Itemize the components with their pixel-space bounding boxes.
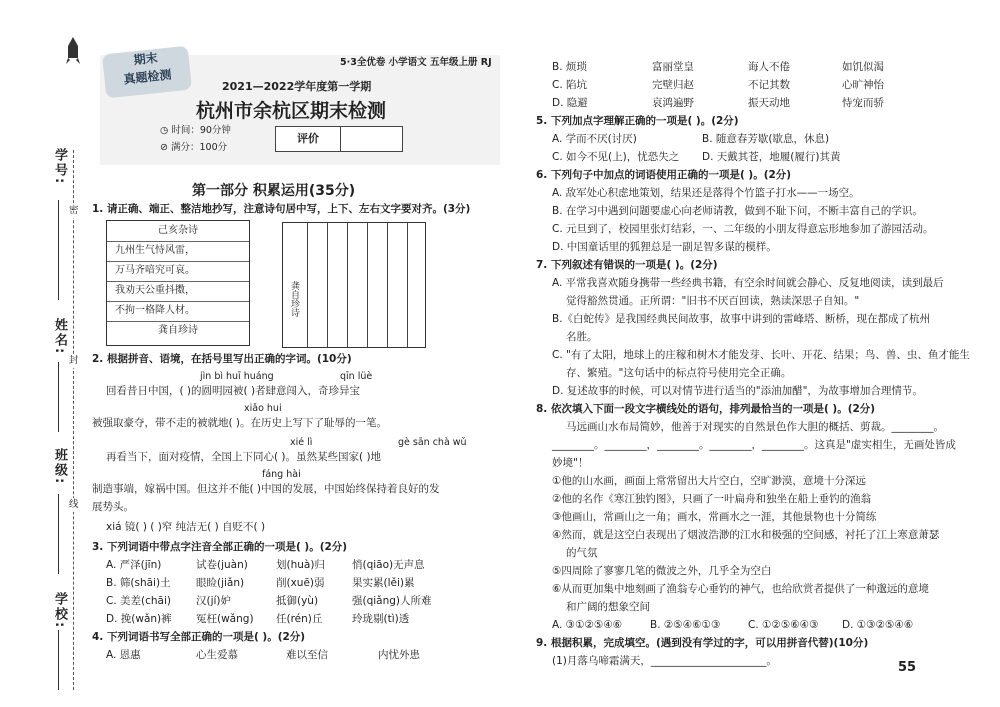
q3-cell: 任(rén)丘 [276, 613, 323, 625]
q4-cell: 富丽堂皇 [652, 61, 694, 73]
q8-item: 和广阔的想象空间 [566, 601, 650, 613]
binding-margin [0, 0, 88, 707]
q4-option-b: B. 烦琐 [552, 61, 587, 73]
feng-mark: 封 [69, 355, 79, 366]
q5-option-b: B. 随意春芳歇(歇息，休息) [702, 133, 830, 145]
pinyin-xiaohui: xiǎo hui [244, 403, 282, 414]
q4-cell: 振天动地 [748, 97, 790, 109]
q6-heading: 6. 下列句子中加点的词语使用正确的一项是( )。(2分) [536, 169, 792, 181]
q8-item: ②他的名作《寒江独钓图》，只画了一叶扁舟和独坐在船上垂钓的渔翁 [552, 493, 872, 505]
q4-cell: 内忧外患 [378, 649, 420, 661]
xian-mark: 线 [69, 499, 79, 510]
part1-heading: 第一部分 积累运用(35分) [192, 183, 356, 199]
q7-option-c-cont: 存、繁殖。"这句话中的标点符号使用完全正确。 [566, 367, 792, 379]
pinyin-qinlue: qīn lüè [340, 371, 373, 382]
q4-cell: 如饥似渴 [842, 61, 884, 73]
q3-cell: 强(qiǎng)人所难 [352, 595, 432, 607]
q4-heading: 4. 下列词语书写全部正确的一项是( )。(2分) [92, 631, 306, 643]
q8-passage: 马远画山水布局简妙，他善于对现实的自然景色作大胆的概括、剪裁。________。 [566, 421, 944, 433]
id-underline [58, 200, 59, 300]
q3-row-a: A. 严泽(jīn) [106, 559, 162, 571]
q5-option-a: A. 学而不厌(讨厌) [552, 133, 637, 145]
q3-row-b: B. 筛(shāi)土 [106, 577, 171, 589]
q8-item: ④然而，就是这空白表现出了烟波浩渺的江水和极强的空间感，衬托了江上寒意萧瑟 [552, 529, 940, 541]
poem-line: 不拘一格降人材。 [107, 301, 249, 322]
class-label: 班级: [52, 448, 67, 486]
q4-cell: 哀鸿遍野 [652, 97, 694, 109]
series-info: 5·3全优卷 小学语文 五年级上册 RJ [340, 57, 492, 68]
q7-option-b: B.《白蛇传》是我国经典民间故事，故事中讲到的雷峰塔、断桥，现在都成了杭州 [552, 313, 931, 325]
q7-option-d: D. 复述故事的时候，可以对情节进行适当的"添油加醋"，为故事增加合理情节。 [552, 385, 923, 397]
name-label: 姓名: [52, 318, 67, 356]
poem-line: 万马齐喑究可哀。 [107, 261, 249, 282]
badge-line2: 真题检测 [122, 67, 173, 87]
q4-cell: 不记其数 [748, 79, 790, 91]
q7-option-a-cont: 觉得豁然贯通。正所谓："旧书不厌百回读，熟读深思子自知。" [566, 295, 860, 307]
q8-item: ③他画山，常画山之一角；画水，常画水之一涯，其他景物也十分简练 [552, 511, 877, 523]
q7-option-b-cont: 名胜。 [566, 331, 598, 343]
q1-text: 1. 请正确、端正、整洁地抄写，注意诗句居中写，上下、左右文字要对齐。(3分) [92, 203, 471, 215]
name-underline [58, 362, 59, 432]
q2-line5: 展势头。 [92, 501, 134, 513]
q6-option-a: A. 敌军处心积虑地策划，结果还是落得个竹篮子打水——一场空。 [552, 187, 860, 199]
q8-passage: 妙境"！ [552, 457, 589, 469]
q9-line1: (1)月落乌啼霜满天，______________________。 [552, 655, 777, 667]
poem-box [106, 220, 250, 346]
q6-option-b: B. 在学习中遇到问题要虚心向老师请教，做到不耻下问，不断丰富自己的学识。 [552, 205, 923, 217]
copy-grid[interactable] [282, 222, 426, 348]
page-number: 55 [898, 660, 917, 675]
rocket-icon [66, 36, 80, 66]
grid-author: 龚自珍诗 [289, 281, 299, 317]
cut-line [73, 150, 74, 690]
q8-option-d: D. ①③②⑤④⑥ [842, 619, 914, 631]
q3-cell: 试卷(juàn) [196, 559, 248, 571]
q7-heading: 7. 下列叙述有错误的一项是( )。(2分) [536, 259, 718, 271]
q4-option-d: D. 隐避 [552, 97, 588, 109]
q3-cell: 汉(jí)妒 [196, 595, 232, 607]
score-info: ⊘ 满分：100分 [160, 142, 228, 153]
exam-badge [102, 46, 192, 99]
class-underline [58, 494, 59, 574]
poem-author: 龚自珍诗 [158, 325, 198, 336]
q9-heading: 9. 根据积累，完成填空。(遇到没有学过的字，可以用拼音代替)(10分) [536, 637, 869, 649]
q2-line6: xiá 镜( ) ( )窄 纯洁无( ) 自贬不( ) [106, 521, 266, 533]
q3-cell: 悄(qiāo)无声息 [352, 559, 425, 571]
q3-cell: 冤枉(wǎng) [196, 613, 254, 625]
q4-cell: 心旷神怡 [842, 79, 884, 91]
badge-line1: 期末 [132, 50, 159, 68]
q8-option-a: A. ③①②⑤④⑥ [552, 619, 623, 631]
q4-cell: 完壁归赵 [652, 79, 694, 91]
clock-icon: ◷ [160, 125, 172, 136]
id-label: 学号: [52, 148, 67, 186]
q5-option-d: D. 天戴其苍，地履(履行)其黄 [702, 151, 841, 163]
q3-cell: 果实累(lěi)累 [352, 577, 415, 589]
q3-cell: 玲珑剔(tì)透 [352, 613, 410, 625]
poem-title: 己亥杂诗 [107, 221, 249, 242]
pinyin-xieli: xié lì [290, 437, 313, 448]
q8-option-c: C. ①②⑤⑥④③ [748, 619, 819, 631]
q4-option-c: C. 陷坑 [552, 79, 588, 91]
poem-line: 我劝天公重抖擞， [107, 281, 249, 302]
q2-line1: 回看昔日中国，( )的圆明园被( )者肆意闯入，奇珍异宝 [106, 385, 361, 397]
q3-cell: 削(xuē)弱 [276, 577, 325, 589]
q3-heading: 3. 下列词语中带点字注音全部正确的一项是( )。(2分) [92, 541, 348, 553]
q4-cell: 难以至信 [286, 649, 328, 661]
evaluation-label: 评价 [276, 127, 341, 151]
q8-heading: 8. 依次填入下面一段文字横线处的语句，排列最恰当的一项是( )。(2分) [536, 403, 876, 415]
q3-row-d: D. 挽(wǎn)裤 [106, 613, 172, 625]
q4-cell: 心生爱慕 [196, 649, 238, 661]
q2-heading: 2. 根据拼音、语境，在括号里写出正确的字词。(10分) [92, 353, 352, 365]
q3-cell: 抵御(yù) [276, 595, 319, 607]
q4-cell: 诲人不倦 [748, 61, 790, 73]
pinyin-fanghai: fáng hài [262, 469, 301, 480]
q8-item: 的气氛 [566, 547, 598, 559]
q2-line3: 再看当下，面对疫情，全国上下同心( )。虽然某些国家( )地 [106, 451, 382, 463]
q6-option-c: C. 元旦到了，校园里张灯结彩，一、二年级的小朋友得意忘形地参加了游园活动。 [552, 223, 934, 235]
q3-row-c: C. 美差(chāi) [106, 595, 171, 607]
q7-option-a: A. 平常我喜欢随身携带一些经典书籍，有空余时间就会静心、反复地阅读，读到最后 [552, 277, 944, 289]
exam-title: 杭州市余杭区期末检测 [196, 100, 387, 122]
q4-cell: 恃宠而骄 [842, 97, 884, 109]
time-info: ◷ 时间：90分钟 [160, 125, 231, 136]
q8-item: ⑤四周除了寥寥几笔的微波之外，几乎全为空白 [552, 565, 772, 577]
q2-line2: 被强取豪夺，带不走的被就地( )。在历史上写下了耻辱的一笔。 [92, 417, 388, 429]
pinyin-gesanchawu: gè sān chà wǔ [398, 437, 467, 448]
q6-option-d: D. 中国童话里的狐狸总是一副足智多谋的模样。 [552, 241, 777, 253]
check-icon: ⊘ [160, 142, 171, 153]
q7-option-c: C. "有了太阳，地球上的庄稼和树木才能发芽、长叶、开花、结果；鸟、兽、虫、鱼才能生 [552, 349, 970, 361]
q3-cell: 划(huà)归 [276, 559, 325, 571]
school-year: 2021—2022学年度第一学期 [222, 80, 372, 93]
evaluation-box[interactable] [275, 126, 403, 152]
mi-mark: 密 [69, 205, 79, 216]
q8-option-b: B. ②⑤④⑥①③ [650, 619, 721, 631]
q2-line4: 制造事端，嫁祸中国。但这并不能( )中国的发展，中国始终保持着良好的发 [92, 483, 440, 495]
pinyin-jinbihuihuang: jìn bì huī huáng [200, 371, 274, 382]
poem-line: 九州生气恃风雷， [107, 241, 249, 262]
q5-option-c: C. 如今不见(上)，忧恐失之 [552, 151, 680, 163]
q5-heading: 5. 下列加点字理解正确的一项是( )。(2分) [536, 115, 739, 127]
school-underline [58, 630, 59, 690]
q4-option-a: A. 恩惠 [106, 649, 141, 661]
q8-item: ⑥从而更加集中地刻画了渔翁专心垂钓的神气，也给欣赏者提供了一种邈远的意境 [552, 583, 929, 595]
q8-passage: ________。________，________。________，________。这真是"虚实相生，无画处皆成 [552, 439, 956, 451]
q8-item: ①他的山水画，画面上常常留出大片空白，空旷渺漠，意境十分深远 [552, 475, 866, 487]
q3-cell: 眼睑(jiǎn) [196, 577, 245, 589]
school-label: 学校: [52, 592, 67, 630]
